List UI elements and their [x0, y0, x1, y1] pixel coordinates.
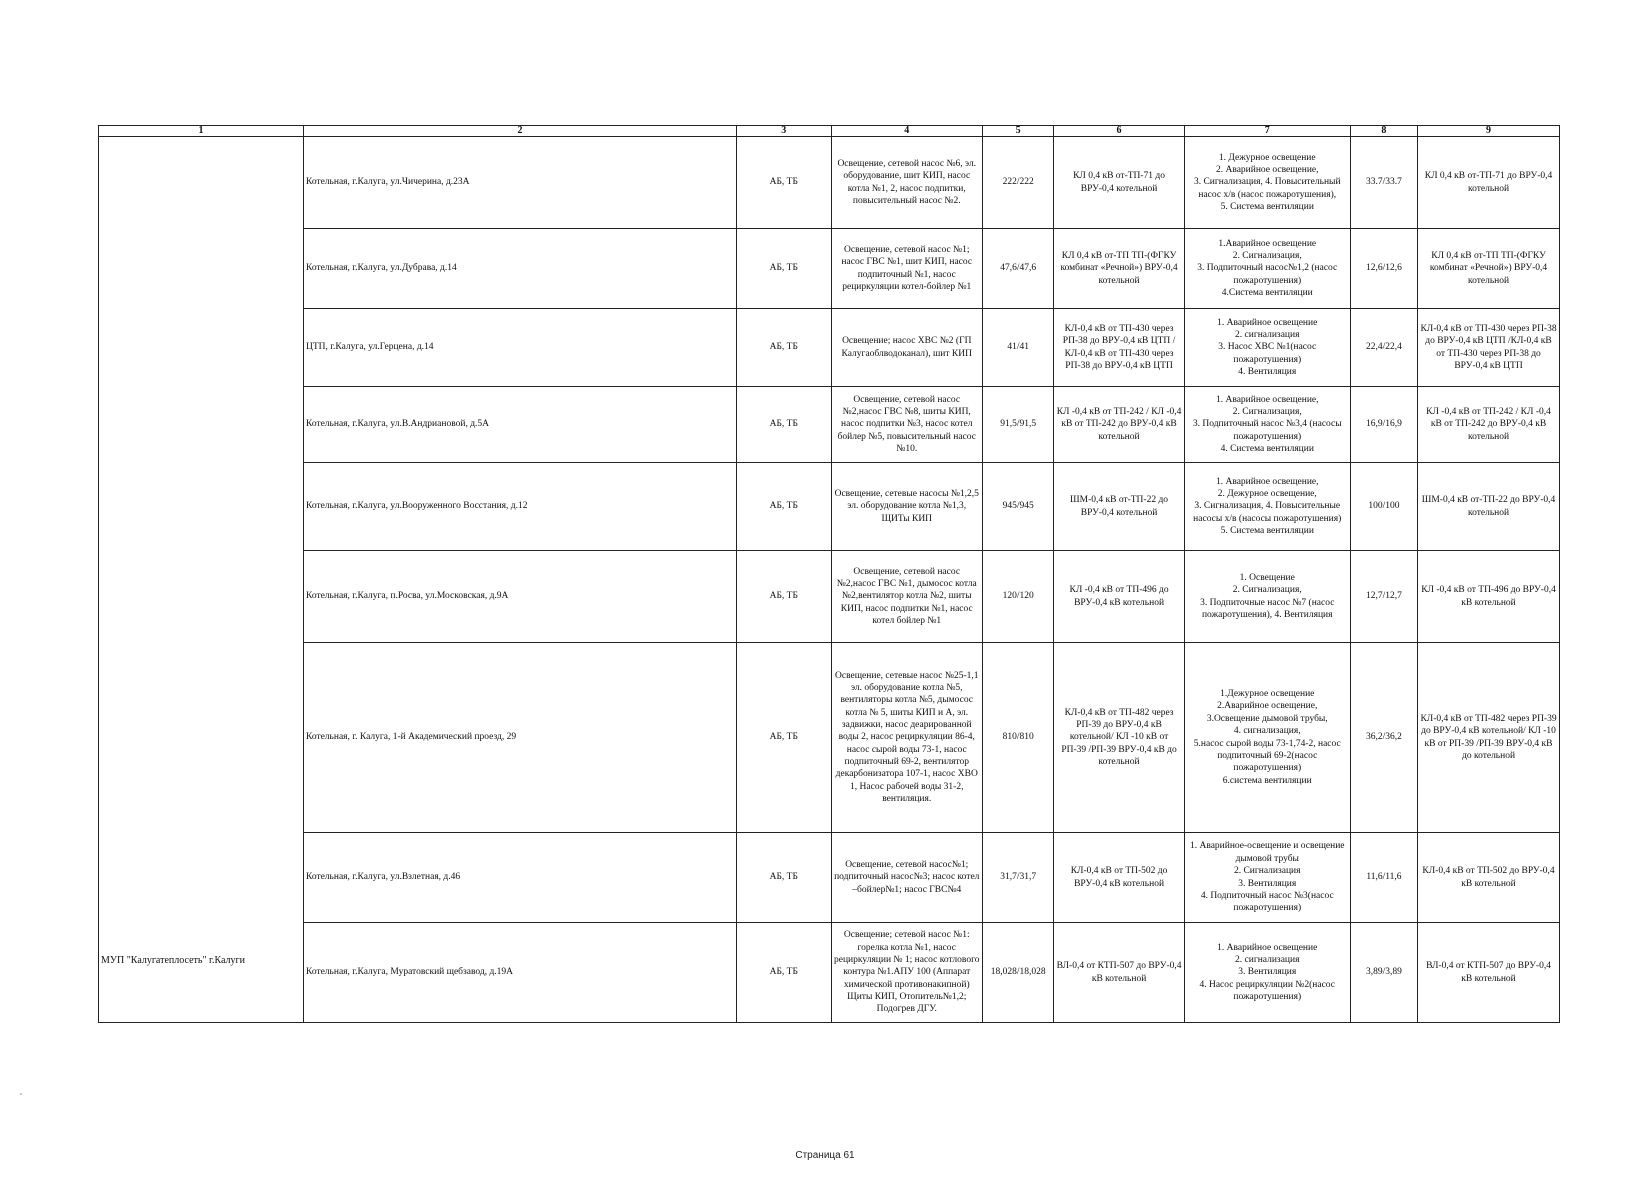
critical-power-cell: 36,2/36,2	[1350, 643, 1417, 833]
critical-power-cell: 12,7/12,7	[1350, 551, 1417, 643]
equipment-cell: Освещение, сетевой насос №1; насос ГВС №1, шит КИП, насос подпиточный №1, насос рециркуляции котел-бойлер №1	[831, 229, 982, 309]
critical-load-cell: 1. Аварийное освещение, 2. Дежурное освещение, 3. Сигнализация, 4. Повысительные насосы х/в (насосы пожаротушения) 5. Система вентиляции	[1184, 463, 1350, 551]
table-row	[99, 833, 1560, 923]
object-cell: Котельная, г.Калуга, Муратовский щебзавод, д.19А	[303, 923, 736, 1023]
critical-load-cell: 1. Аварийное-освещение и освещение дымовой трубы 2. Сигнализация 3. Вентиляция 4. Подпиточный насос №3(насос пожаротушения)	[1184, 833, 1350, 923]
power-cell: 91,5/91,5	[982, 387, 1053, 463]
object-cell: Котельная, г.Калуга, п.Росва, ул.Московская, д.9А	[303, 551, 736, 643]
table-row	[99, 463, 1560, 551]
backup-supply-cell: КЛ -0,4 кВ от ТП-242 / КЛ -0,4 кВ от ТП-242 до ВРУ-0,4 кВ котельной	[1418, 387, 1560, 463]
power-cell: 810/810	[982, 643, 1053, 833]
supply-cell: КЛ -0,4 кВ от ТП-242 / КЛ -0,4 кВ от ТП-242 до ВРУ-0,4 кВ котельной	[1054, 387, 1184, 463]
critical-load-cell: 1. Аварийное освещение 2. сигнализация 3. Насос ХВС №1(насос пожаротушения) 4. Вентиляция	[1184, 309, 1350, 387]
supply-cell: КЛ-0,4 кВ от ТП-430 через РП-38 до ВРУ-0,4 кВ ЦТП /КЛ-0,4 кВ от ТП-430 через РП-38 до ВРУ-0,4 кВ ЦТП	[1054, 309, 1184, 387]
table-row	[99, 643, 1560, 833]
table-row	[99, 137, 1560, 229]
col-header: 7	[1184, 126, 1350, 137]
category-cell: АБ, ТБ	[736, 229, 831, 309]
critical-load-cell: 1.Аварийное освещение 2. Сигнализация, 3. Подпиточный насос№1,2 (насос пожаротушения) 4.Система вентиляции	[1184, 229, 1350, 309]
supply-cell: КЛ-0,4 кВ от ТП-482 через РП-39 до ВРУ-0,4 кВ котельной/ КЛ -10 кВ от РП-39 /РП-39 ВРУ-0,4 кВ до котельной	[1054, 643, 1184, 833]
object-cell: Котельная, г.Калуга, ул.Чичерина, д.23А	[303, 137, 736, 229]
main-table	[98, 125, 1560, 1023]
critical-power-cell: 22,4/22,4	[1350, 309, 1417, 387]
object-cell: Котельная, г. Калуга, 1-й Академический проезд, 29	[303, 643, 736, 833]
col-header: 5	[982, 126, 1053, 137]
category-cell: АБ, ТБ	[736, 463, 831, 551]
equipment-cell: Освещение; сетевой насос №1: горелка котла №1, насос рециркуляции № 1; насос котлового контура №1.АПУ 100 (Аппарат химической противонакипной) Щиты КИП, Отопитель№1,2; Подогрев ДГУ.	[831, 923, 982, 1023]
critical-power-cell: 100/100	[1350, 463, 1417, 551]
equipment-cell: Освещение; насос ХВС №2 (ГП Калугаоблводоканал), шит КИП	[831, 309, 982, 387]
supply-cell: КЛ 0,4 кВ от-ТП ТП-(ФГКУ комбинат «Речной») ВРУ-0,4 котельной	[1054, 229, 1184, 309]
col-header: 9	[1418, 126, 1560, 137]
power-cell: 222/222	[982, 137, 1053, 229]
critical-power-cell: 33.7/33.7	[1350, 137, 1417, 229]
col-header: 3	[736, 126, 831, 137]
category-cell: АБ, ТБ	[736, 833, 831, 923]
category-cell: АБ, ТБ	[736, 387, 831, 463]
category-cell: АБ, ТБ	[736, 137, 831, 229]
supply-cell: КЛ -0,4 кВ от ТП-496 до ВРУ-0,4 кВ котельной	[1054, 551, 1184, 643]
critical-power-cell: 16,9/16,9	[1350, 387, 1417, 463]
col-header: 4	[831, 126, 982, 137]
backup-supply-cell: ШМ-0,4 кВ от-ТП-22 до ВРУ-0,4 котельной	[1418, 463, 1560, 551]
power-cell: 120/120	[982, 551, 1053, 643]
equipment-cell: Освещение, сетевой насос №2,насос ГВС №1, дымосос котла №2,вентилятор котла №2, шиты КИП, насос подпитки №1, насос котел бойлер №1	[831, 551, 982, 643]
supply-cell: ШМ-0,4 кВ от-ТП-22 до ВРУ-0,4 котельной	[1054, 463, 1184, 551]
table-row	[99, 923, 1560, 1023]
critical-load-cell: 1. Аварийное освещение 2. сигнализация 3. Вентиляция 4. Насос рециркуляции №2(насос пожаротушения)	[1184, 923, 1350, 1023]
table-row	[99, 229, 1560, 309]
scan-speck	[20, 1093, 22, 1095]
table-row	[99, 309, 1560, 387]
col-header: 8	[1350, 126, 1417, 137]
object-cell: Котельная, г.Калуга, ул.Взлетная, д.46	[303, 833, 736, 923]
table-row	[99, 387, 1560, 463]
backup-supply-cell: КЛ-0,4 кВ от ТП-430 через РП-38 до ВРУ-0,4 кВ ЦТП /КЛ-0,4 кВ от ТП-430 через РП-38 до ВРУ-0,4 кВ ЦТП	[1418, 309, 1560, 387]
critical-power-cell: 3,89/3,89	[1350, 923, 1417, 1023]
critical-power-cell: 12,6/12,6	[1350, 229, 1417, 309]
col-header: 1	[99, 126, 304, 137]
col-header: 6	[1054, 126, 1184, 137]
object-cell: Котельная, г.Калуга, ул.Дубрава, д.14	[303, 229, 736, 309]
power-cell: 31,7/31,7	[982, 833, 1053, 923]
object-cell: ЦТП, г.Калуга, ул.Герцена, д.14	[303, 309, 736, 387]
page-number: Страница 61	[795, 1150, 855, 1161]
equipment-cell: Освещение, сетевой насос №6, эл. оборудование, шит КИП, насос котла №1, 2, насос подпитки, повысительный насос №2.	[831, 137, 982, 229]
critical-load-cell: 1. Дежурное освещение 2. Аварийное освещение, 3. Сигнализация, 4. Повысительный насос х/в (насос пожаротушения), 5. Система вентиляции	[1184, 137, 1350, 229]
equipment-cell: Освещение, сетевые насос №25-1,1 эл. оборудование котла №5, вентиляторы котла №5, дымосос котла № 5, шиты КИП и А, эл. задвижки, насос деарированной воды 2, насос рециркуляции 86-4, насос сырой воды 73-1, насос подпиточный 69-2, вентилятор декарбонизатора 107-1, насос ХВО 1, Насос рабочей воды 31-2, вентиляция.	[831, 643, 982, 833]
organization-cell: МУП "Калугатеплосеть" г.Калуги	[99, 137, 304, 1023]
equipment-cell: Освещение, сетевой насос №2,насос ГВС №8, шиты КИП, насос подпитки №3, насос котел бойлер №5, повысительный насос №10.	[831, 387, 982, 463]
table-row	[99, 551, 1560, 643]
power-cell: 41/41	[982, 309, 1053, 387]
backup-supply-cell: ВЛ-0,4 от КТП-507 до ВРУ-0,4 кВ котельной	[1418, 923, 1560, 1023]
backup-supply-cell: КЛ-0,4 кВ от ТП-482 через РП-39 до ВРУ-0,4 кВ котельной/ КЛ -10 кВ от РП-39 /РП-39 ВРУ-0,4 кВ до котельной	[1418, 643, 1560, 833]
backup-supply-cell: КЛ-0,4 кВ от ТП-502 до ВРУ-0,4 кВ котельной	[1418, 833, 1560, 923]
object-cell: Котельная, г.Калуга, ул.Вооруженного Восстания, д.12	[303, 463, 736, 551]
object-cell: Котельная, г.Калуга, ул.В.Андриановой, д.5А	[303, 387, 736, 463]
supply-cell: КЛ 0,4 кВ от-ТП-71 до ВРУ-0,4 котельной	[1054, 137, 1184, 229]
power-cell: 945/945	[982, 463, 1053, 551]
supply-cell: КЛ-0,4 кВ от ТП-502 до ВРУ-0,4 кВ котельной	[1054, 833, 1184, 923]
col-header: 2	[303, 126, 736, 137]
backup-supply-cell: КЛ 0,4 кВ от-ТП-71 до ВРУ-0,4 котельной	[1418, 137, 1560, 229]
equipment-cell: Освещение, сетевые насосы №1,2,5 эл. оборудование котла №1,3, ЩИТы КИП	[831, 463, 982, 551]
equipment-cell: Освещение, сетевой насос№1; подпиточный насос№3; насос котел –бойлер№1; насос ГВС№4	[831, 833, 982, 923]
power-cell: 47,6/47,6	[982, 229, 1053, 309]
category-cell: АБ, ТБ	[736, 309, 831, 387]
critical-power-cell: 11,6/11,6	[1350, 833, 1417, 923]
category-cell: АБ, ТБ	[736, 923, 831, 1023]
category-cell: АБ, ТБ	[736, 551, 831, 643]
critical-load-cell: 1. Аварийное освещение, 2. Сигнализация, 3. Подпиточный насос №3,4 (насосы пожаротушения) 4. Система вентиляции	[1184, 387, 1350, 463]
critical-load-cell: 1. Освещение 2. Сигнализация, 3. Подпиточные насос №7 (насос пожаротушения), 4. Вентиляция	[1184, 551, 1350, 643]
backup-supply-cell: КЛ 0,4 кВ от-ТП ТП-(ФГКУ комбинат «Речной») ВРУ-0,4 котельной	[1418, 229, 1560, 309]
supply-cell: ВЛ-0,4 от КТП-507 до ВРУ-0,4 кВ котельной	[1054, 923, 1184, 1023]
header-row	[99, 126, 1560, 137]
backup-supply-cell: КЛ -0,4 кВ от ТП-496 до ВРУ-0,4 кВ котельной	[1418, 551, 1560, 643]
critical-load-cell: 1.Дежурное освещение 2.Аварийное освещение, 3.Освещение дымовой трубы, 4. сигнализация, 5.насос сырой воды 73-1,74-2, насос подпиточный 69-2(насос пожаротушения) 6.система вентиляции	[1184, 643, 1350, 833]
power-cell: 18,028/18,028	[982, 923, 1053, 1023]
category-cell: АБ, ТБ	[736, 643, 831, 833]
